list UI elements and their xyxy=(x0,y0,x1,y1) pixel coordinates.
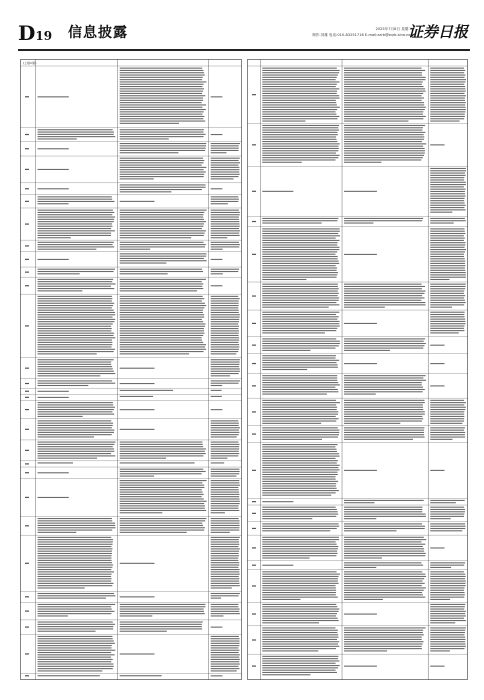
header-rule xyxy=(18,49,470,51)
page-number: D19 xyxy=(18,21,53,45)
issue-date: 2025年7月8日 星期二 xyxy=(375,27,412,31)
left-disclosure-table xyxy=(20,59,242,680)
right-table-grid xyxy=(247,59,468,680)
section-title: 信息披露 xyxy=(68,25,128,41)
right-disclosure-table xyxy=(247,59,468,680)
masthead xyxy=(18,20,470,50)
contact-info: 制作:刘雄 电话:010-83251716 E-mail:zzrb@zqrb.sina.net xyxy=(312,33,412,37)
newspaper-logo: 证券日报 xyxy=(407,23,468,41)
left-table-grid xyxy=(20,59,242,680)
continued-label: (上接C版) xyxy=(23,61,37,65)
issue-info xyxy=(312,26,412,38)
